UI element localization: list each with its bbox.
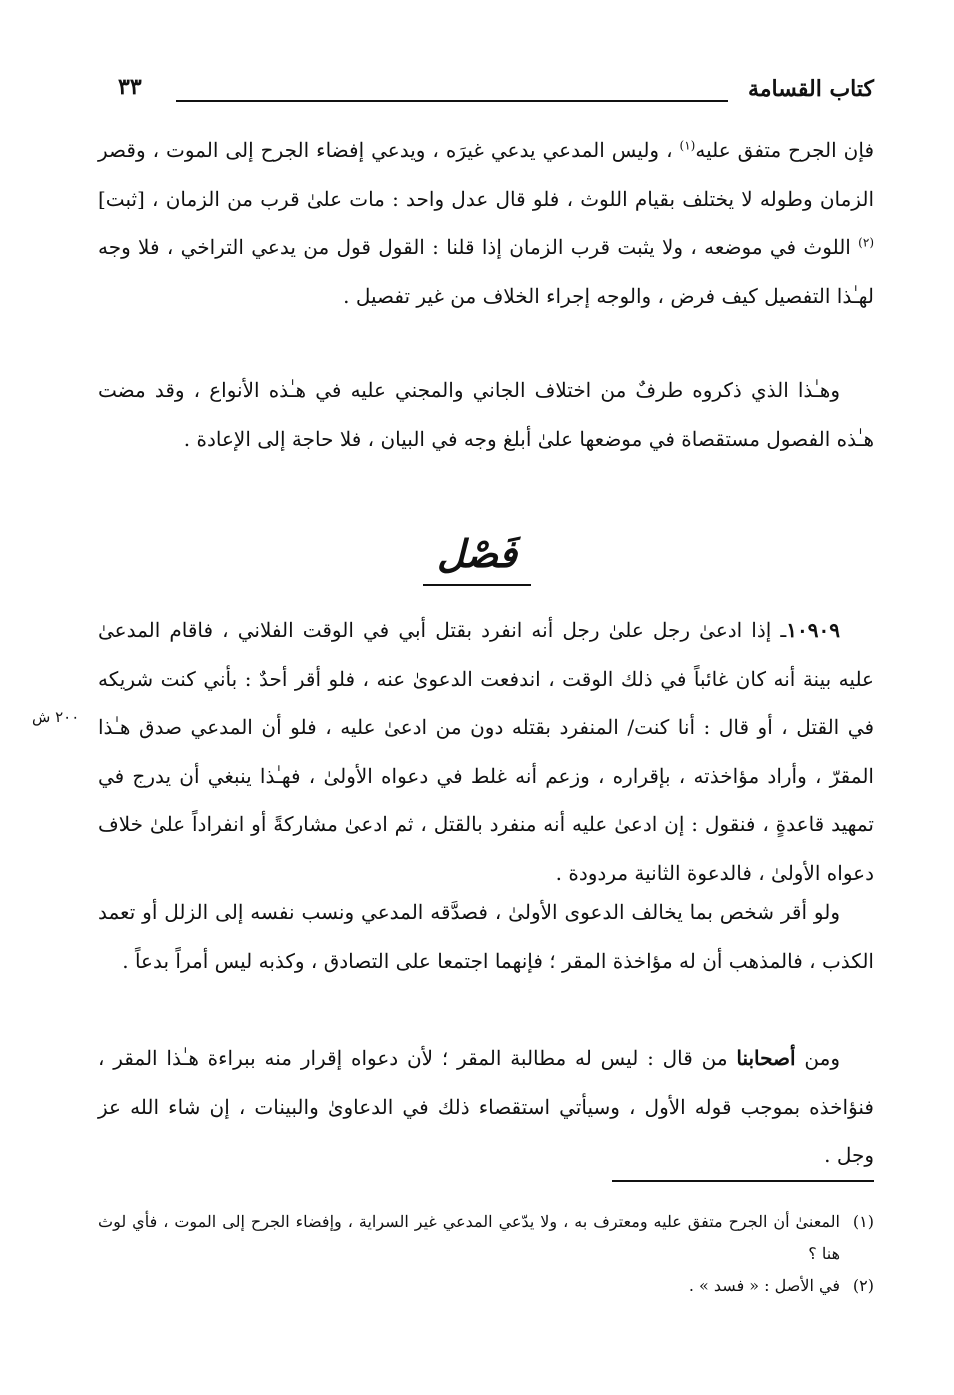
footnote-1-text: المعنىٰ أن الجرح متفق عليه ومعترف به ، ولا يدّعي المدعي غير السراية ، وإفضاء الجرح إلى الموت ، فأي لوث هنا ؟ [98,1212,840,1263]
footnote-1-number: (١) [852,1212,874,1231]
paragraph-1-middle: ، وليس المدعي يدعي غيرَه ، ويدعي إفضاء الجرح إلى الموت ، وقصر الزمان وطوله لا يختلف بقيام اللوث ، فلو قال عدل واحد : مات علىٰ قرب من الزمان ، [ثبت] [98,138,874,211]
paragraph-1 [98,126,874,320]
footnote-ref-1[interactable]: (١) [679,138,696,153]
footnote-separator [612,1180,874,1182]
paragraph-1-start: فإن الجرح متفق عليه [695,138,874,162]
paragraph-5 [98,1034,874,1180]
footnote-2 [98,1270,874,1302]
paragraph-2 [98,366,874,463]
header-rule [176,100,728,102]
running-header [98,76,874,116]
paragraph-2-text: وهـٰذا الذي ذكروه طرفٌ من اختلاف الجاني والمجني عليه في هـٰذه الأنواع ، وقد مضت هـٰذه الفصول مستقصاة في موضعها علىٰ أبلغ وجه في البيان ، فلا حاجة إلى الإعادة . [98,378,874,451]
section-heading-text: فَصْل [423,528,531,586]
footnote-2-text: في الأصل : « فسد » . [688,1276,840,1295]
section-heading [0,528,954,586]
paragraph-1-end: اللوث في موضعه ، ولا يثبت قرب الزمان إذا قلنا : القول قول من يدعي التراخي ، فلا وجه لهـٰذا التفصيل كيف فرض ، والوجه إجراء الخلاف من غير تفصيل . [98,235,874,308]
manuscript-folio-note: ٢٠٠ ش [32,708,80,726]
book-title: كتاب القسامة [747,76,874,102]
footnote-2-number: (٢) [852,1276,874,1295]
paragraph-3-text: ـ إذا ادعىٰ رجل علىٰ رجل أنه انفرد بقتل أبي في الوقت الفلاني ، فاقام المدعىٰ عليه بينة أنه كان غائباً في ذلك الوقت ، اندفعت الدعوىٰ عنه ، فلو أقر أحدٌ : بأني كنت شريكه في القتل ، أو قال : أنا كنت/ المنفرد بقتله دون من ادعىٰ عليه ، فلو أن المدعي صدق هـٰذا المقرّ ، وأراد مؤاخذته ، بإقراره ، وزعم أنه غلط في دعواه الأولىٰ ، فهـٰذا ينبغي أن يدرج في تمهيد قاعدةٍ ، فنقول : إن ادعىٰ عليه أنه منفرد بالقتل ، ثم ادعىٰ مشاركةً أو انفراداً علىٰ خلاف دعواه الأولىٰ ، فالدعوة الثانية مردودة . [98,618,874,885]
footnotes [98,1206,874,1302]
paragraph-5-bold: أصحابنا [736,1046,796,1070]
paragraph-4-text: ولو أقر شخص بما يخالف الدعوى الأولىٰ ، فصدَّقه المدعي ونسب نفسه إلى الزلل أو تعمد الكذب ، فالمذهب أن له مؤاخذة المقر ؛ فإنهما اجتمعا على التصادق ، وكذبه ليس أمراً بدعاً . [98,900,874,973]
paragraph-4 [98,888,874,985]
paragraph-3 [98,606,874,897]
issue-number: ١٠٩٠٩ [786,618,840,642]
paragraph-5-rest: من قال : ليس له مطالبة المقر ؛ لأن دعواه إقرار منه ببراءة هـٰذا المقر ، فنؤاخذه بموجب قوله الأول ، وسيأتي استقصاء ذلك في الدعاوىٰ والبينات ، إن شاء الله عز وجل . [98,1046,874,1167]
footnote-1 [98,1206,874,1270]
paragraph-5-lead: ومن [795,1046,841,1070]
page-number: ٣٣ [118,74,142,100]
footnote-ref-2[interactable]: (٢) [858,235,874,250]
